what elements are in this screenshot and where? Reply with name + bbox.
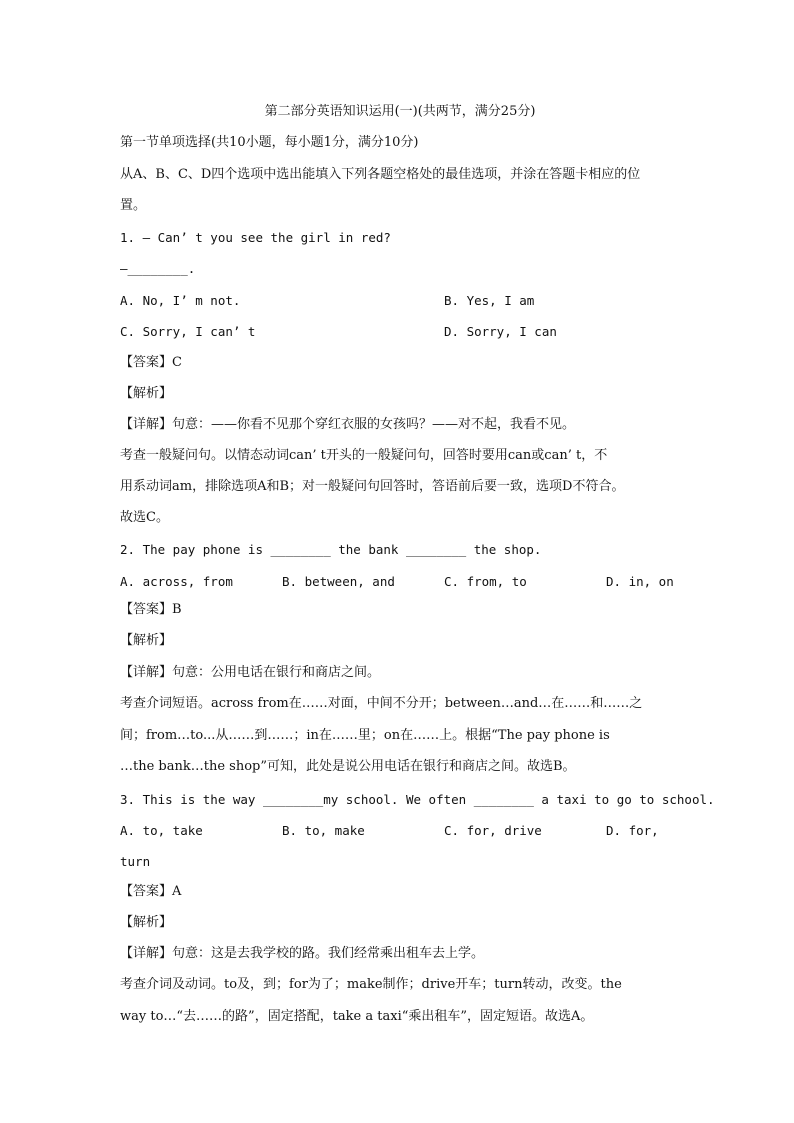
q3-detail: 【详解】句意：这是去我学校的路。我们经常乘出租车去上学。	[120, 946, 485, 961]
q1-option-b: B. Yes, I am	[444, 293, 535, 308]
q2-option-c: C. from, to	[444, 574, 527, 589]
q1-reply: —________.	[120, 261, 196, 276]
q3-option-d: D. for,	[606, 823, 659, 838]
instruction-line-1: 从A、B、C、D四个选项中选出能填入下列各题空格处的最佳选项，并涂在答题卡相应的位	[120, 167, 641, 182]
q1-stem: 1. — Can’ t you see the girl in red?	[120, 230, 391, 245]
q3-stem: 3. This is the way ________my school. We often ________ a taxi to go to school.	[120, 792, 715, 807]
q3-option-c: C. for, drive	[444, 823, 542, 838]
q2-explain-1: 考查介词短语。across from在……对面，中间不分开；between…and…在……和……之	[120, 696, 643, 711]
q2-stem: 2. The pay phone is ________ the bank ________ the shop.	[120, 542, 542, 557]
q2-explain-2: 间；from…to...从……到……；in在……里；on在……上。根据“The pay phone is	[120, 728, 610, 743]
q1-detail: 【详解】句意：——你看不见那个穿红衣服的女孩吗？——对不起，我看不见。	[120, 417, 576, 432]
q2-detail: 【详解】句意：公用电话在银行和商店之间。	[120, 665, 381, 680]
q3-option-d-wrap: turn	[120, 854, 151, 869]
q3-option-b: B. to, make	[282, 823, 365, 838]
q1-explain-1: 考查一般疑问句。以情态动词can’ t开头的一般疑问句，回答时要用can或can’ t，不	[120, 448, 608, 463]
q1-answer: 【答案】C	[120, 355, 182, 370]
q2-option-b: B. between, and	[282, 574, 395, 589]
q2-option-d: D. in, on	[606, 574, 674, 589]
subsection-title: 第一节单项选择(共10小题，每小题1分，满分10分)	[120, 135, 419, 150]
instruction-line-2: 置。	[120, 198, 147, 213]
q1-option-a: A. No, I’ m not.	[120, 293, 241, 308]
q2-analysis-label: 【解析】	[120, 633, 173, 648]
q1-explain-2: 用系动词am，排除选项A和B；对一般疑问句回答时，答语前后要一致，选项D不符合。	[120, 479, 625, 494]
q1-option-d: D. Sorry, I can	[444, 324, 557, 339]
q3-explain-1: 考查介词及动词。to及，到；for为了；make制作；drive开车；turn转动，改变。the	[120, 977, 622, 992]
q3-answer: 【答案】A	[120, 884, 182, 899]
q1-option-c: C. Sorry, I can’ t	[120, 324, 256, 339]
q3-explain-2: way to…“去……的路”，固定搭配，take a taxi“乘出租车”，固定短语。故选A。	[120, 1009, 594, 1024]
q2-explain-3: …the bank…the shop”可知，此处是说公用电话在银行和商店之间。故选B。	[120, 759, 576, 774]
q1-analysis-label: 【解析】	[120, 386, 173, 401]
section-title: 第二部分英语知识运用(一)(共两节，满分25分)	[264, 104, 536, 119]
q2-option-a: A. across, from	[120, 574, 233, 589]
q3-option-a: A. to, take	[120, 823, 203, 838]
q1-explain-3: 故选C。	[120, 510, 169, 525]
q2-answer: 【答案】B	[120, 602, 182, 617]
q3-analysis-label: 【解析】	[120, 915, 173, 930]
